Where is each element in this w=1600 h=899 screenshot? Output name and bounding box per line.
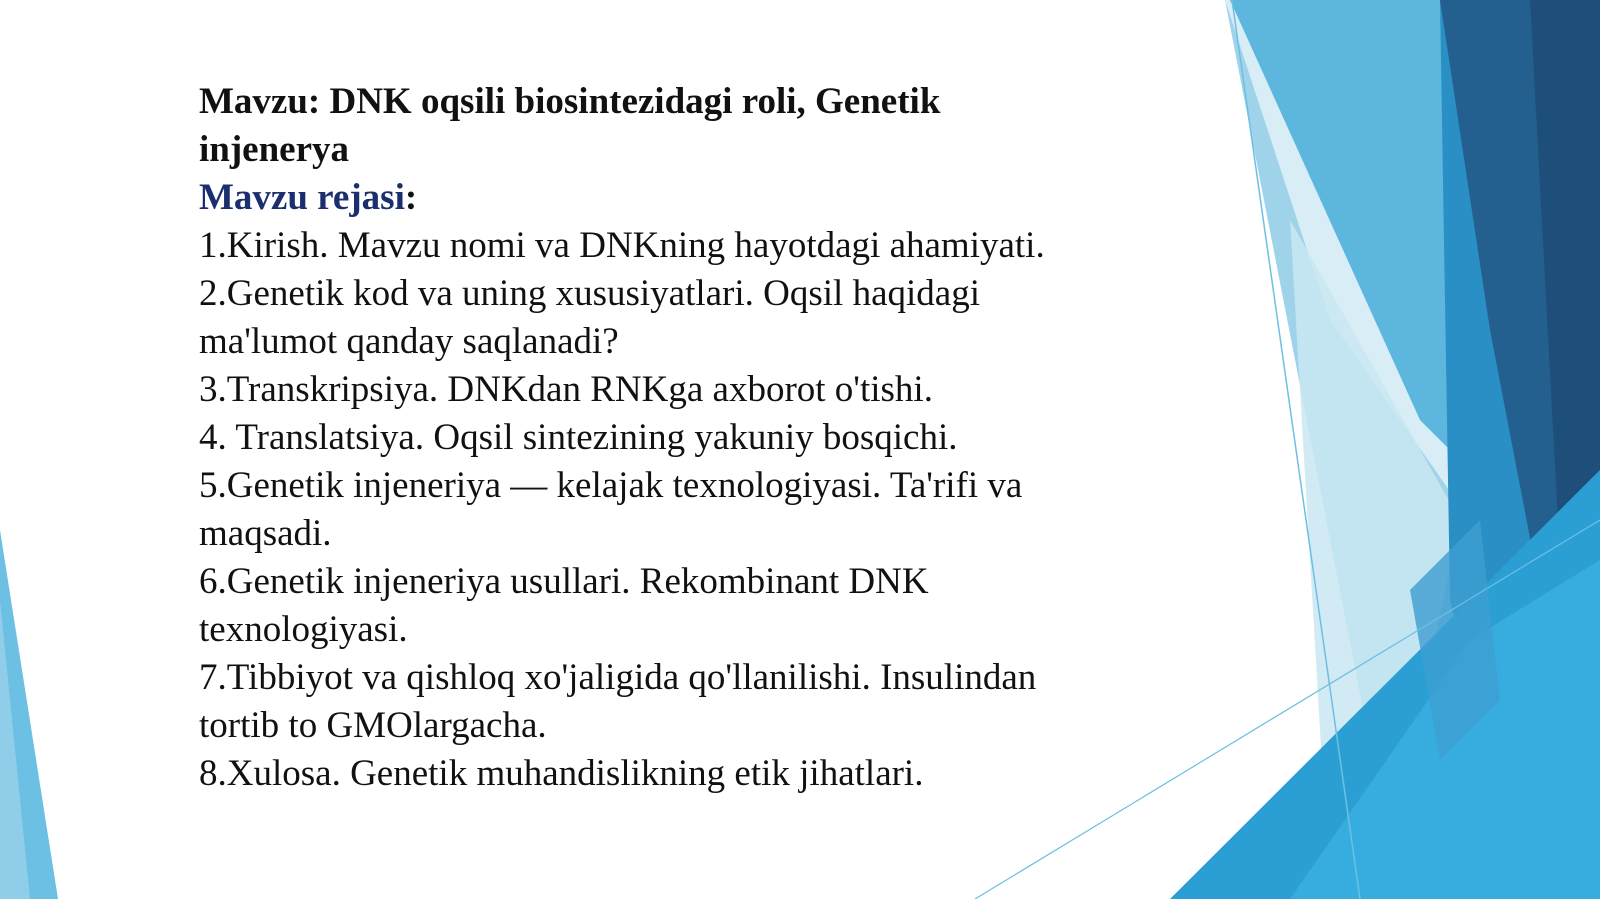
plan-list [199,222,1079,798]
plan-item-5: 5.Genetik injeneriya — kelajak texnologiyasi. Ta'rifi va maqsadi. [199,465,1023,554]
slide-title: Mavzu: DNK oqsili biosintezidagi roli, Genetik injenerya [199,81,941,170]
plan-item-3: 3.Transkripsiya. DNKdan RNKga axborot o'tishi. [199,369,933,410]
slide-content [199,78,1079,798]
plan-heading-colon: : [404,177,418,218]
plan-heading [199,174,1079,222]
plan-heading-text: Mavzu rejasi [199,177,405,218]
plan-item-6: 6.Genetik injeneriya usullari. Rekombinant DNK texnologiyasi. [199,561,929,650]
plan-item-1: 1.Kirish. Mavzu nomi va DNKning hayotdagi ahamiyati. [199,225,1045,266]
plan-item-8: 8.Xulosa. Genetik muhandislikning etik jihatlari. [199,753,924,794]
plan-item-2: 2.Genetik kod va uning xususiyatlari. Oqsil haqidagi ma'lumot qanday saqlanadi? [199,273,980,362]
plan-item-7: 7.Tibbiyot va qishloq xo'jaligida qo'llanilishi. Insulindan tortib to GMOlargacha. [199,657,1037,746]
plan-item-4: 4. Translatsiya. Oqsil sintezining yakuniy bosqichi. [199,417,958,458]
